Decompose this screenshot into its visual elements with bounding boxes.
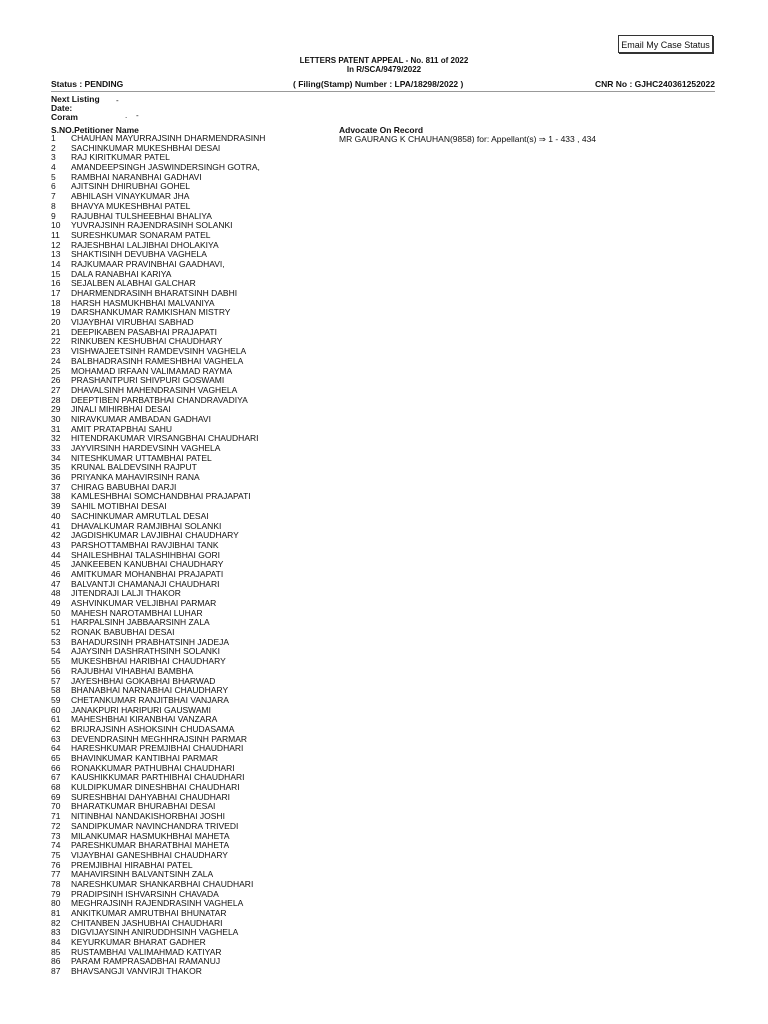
status-row (51, 79, 715, 91)
serial-number: 45 (51, 559, 61, 570)
serial-number: 5 (51, 171, 56, 182)
petitioner-name: AJAYSINH DASHRATHSINH SOLANKI (71, 646, 220, 657)
petitioner-name: MEGHRAJSINH RAJENDRASINH VAGHELA (71, 898, 244, 909)
serial-number: 53 (51, 636, 61, 647)
coram-value: - (136, 111, 139, 120)
petitioner-name: CHITANBEN JASHUBHAI CHAUDHARI (71, 917, 223, 928)
serial-number: 14 (51, 258, 61, 269)
petitioner-column-header: S.NO.Petitioner Name (51, 125, 139, 135)
serial-number: 68 (51, 782, 61, 793)
serial-number: 78 (51, 878, 61, 889)
petitioner-name: SANDIPKUMAR NAVINCHANDRA TRIVEDI (71, 820, 239, 831)
petitioner-name: DHARMENDRASINH BHARATSINH DABHI (71, 288, 238, 298)
petitioner-name: MOHAMAD IRFAAN VALIMAMAD RAYMA (71, 365, 233, 376)
petitioner-name: AMIT PRATAPBHAI SAHU (71, 423, 173, 434)
serial-number: 44 (51, 549, 61, 560)
petitioner-name: AMITKUMAR MOHANBHAI PRAJAPATI (71, 568, 224, 579)
petitioner-name: RAJUBHAI TULSHEEBHAI BHALIYA (71, 210, 212, 221)
divider (51, 91, 715, 92)
petitioner-name: MAHESHBHAI KIRANBHAI VANZARA (71, 714, 218, 725)
petitioner-name: ABHILASH VINAYKUMAR JHA (71, 191, 190, 202)
petitioner-name: PREMJIBHAI HIRABHAI PATEL (71, 859, 193, 870)
serial-number: 82 (51, 917, 61, 928)
petitioner-name: JITENDRAJI LALJI THAKOR (71, 588, 181, 599)
petitioner-name: DIGVIJAYSINH ANIRUDDHSINH VAGHELA (71, 927, 239, 938)
serial-number: 65 (51, 753, 61, 763)
serial-number: 6 (51, 181, 56, 192)
petitioner-name: KAMLESHBHAI SOMCHANDBHAI PRAJAPATI (71, 491, 251, 502)
petitioner-name: RAJKUMAAR PRAVINBHAI GAADHAVI, (71, 258, 225, 269)
petitioner-name: DEEPTIBEN PARBATBHAI CHANDRAVADIYA (71, 394, 248, 405)
serial-number: 47 (51, 578, 61, 589)
petitioner-name: AMANDEEPSINGH JASWINDERSINGH GOTRA, (71, 162, 260, 173)
petitioner-name: VISHWAJEETSINH RAMDEVSINH VAGHELA (71, 346, 247, 357)
serial-number: 40 (51, 510, 61, 521)
serial-number: 31 (51, 423, 61, 434)
serial-number: 75 (51, 849, 61, 860)
serial-number: 9 (51, 210, 56, 221)
petitioner-name: SHAILESHBHAI TALASHIHBHAI GORI (71, 549, 220, 560)
petitioner-name: NARESHKUMAR SHANKARBHAI CHAUDHARI (71, 878, 254, 889)
serial-number: 21 (51, 326, 61, 337)
petitioner-name: RONAK BABUBHAI DESAI (71, 627, 175, 638)
serial-number: 24 (51, 355, 61, 366)
petitioner-name: NITINBHAI NANDAKISHORBHAI JOSHI (71, 811, 225, 822)
petitioner-name: CHAUHAN MAYURRAJSINH DHARMENDRASINH (71, 133, 266, 143)
petitioner-name: DALA RANABHAI KARIYA (71, 268, 172, 279)
serial-number: 37 (51, 481, 61, 492)
petitioner-name: NIRAVKUMAR AMBADAN GADHAVI (71, 413, 211, 424)
serial-number: 11 (51, 229, 60, 240)
petitioner-name: BHANABHAI NARNABHAI CHAUDHARY (71, 685, 229, 696)
serial-number: 73 (51, 830, 61, 841)
petitioner-name: RUSTAMBHAI VALIMAHMAD KATIYAR (71, 946, 222, 957)
petitioner-name: JANAKPURI HARIPURI GAUSWAMI (71, 704, 211, 715)
petitioner-name: JAYVIRSINH HARDEVSINH VAGHELA (71, 443, 221, 453)
serial-number: 64 (51, 743, 61, 754)
filing-number: ( Filing(Stamp) Number : LPA/18298/2022 ) (293, 79, 464, 89)
petitioner-name: MAHESH NAROTAMBHAI LUHAR (71, 607, 203, 618)
serial-number: 41 (51, 520, 61, 531)
serial-number: 61 (51, 714, 61, 725)
petitioner-name: PRASHANTPURI SHIVPURI GOSWAMI (71, 375, 225, 386)
advocate-column-header: Advocate On Record (339, 125, 424, 135)
next-listing-label: Next Listing (51, 94, 100, 104)
petitioner-name: RONAKKUMAR PATHUBHAI CHAUDHARI (71, 762, 235, 773)
petitioner-name: CHIRAG BABUBHAI DARJI (71, 481, 177, 492)
serial-number: 74 (51, 840, 61, 851)
petitioner-name: RAJUBHAI VIHABHAI BAMBHA (71, 665, 194, 676)
serial-number: 10 (51, 220, 61, 231)
email-case-status-button[interactable]: Email My Case Status (618, 35, 713, 53)
serial-number: 1 (51, 133, 56, 143)
serial-number: 33 (51, 443, 61, 453)
petitioner-name: SACHINKUMAR MUKESHBHAI DESAI (71, 142, 221, 153)
serial-number: 76 (51, 859, 61, 870)
petitioner-name: DHAVALSINH MAHENDRASINH VAGHELA (71, 384, 238, 395)
petitioner-name: DEVENDRASINH MEGHHRAJSINH PARMAR (71, 733, 248, 744)
petitioner-name: KEYURKUMAR BHARAT GADHER (71, 937, 206, 948)
serial-number: 8 (51, 200, 56, 211)
serial-number: 71 (51, 811, 61, 822)
petitioner-name: KRUNAL BALDEVSINH RAJPUT (71, 462, 197, 473)
petitioner-name: HITENDRAKUMAR VIRSANGBHAI CHAUDHARI (71, 433, 259, 444)
petitioner-name: RAJ KIRITKUMAR PATEL (71, 152, 170, 163)
serial-number: 55 (51, 656, 61, 667)
petitioner-name: BAHADURSINH PRABHATSINH JADEJA (71, 636, 230, 647)
petitioner-name: YUVRAJSINH RAJENDRASINH SOLANKI (71, 220, 233, 231)
serial-number: 67 (51, 772, 61, 783)
petitioner-name: RINKUBEN KESHUBHAI CHAUDHARY (71, 336, 223, 347)
petitioner-name: JAYESHBHAI GOKABHAI BHARWAD (71, 675, 216, 686)
serial-number: 38 (51, 491, 61, 502)
petitioner-name: JINALI MIHIRBHAI DESAI (71, 404, 171, 415)
serial-number: 81 (51, 908, 61, 918)
petitioner-list (51, 134, 351, 977)
serial-number: 46 (51, 568, 61, 579)
serial-number: 25 (51, 365, 61, 376)
petitioner-name: SURESHBHAI DAHYABHAI CHAUDHARI (71, 791, 231, 802)
petitioner-name: ANKITKUMAR AMRUTBHAI BHUNATAR (71, 908, 227, 918)
petitioner-name: PARAM RAMPRASADBHAI RAMANUJ (71, 956, 221, 967)
serial-number: 7 (51, 191, 56, 202)
serial-number: 62 (51, 723, 61, 734)
status-text: Status : PENDING (51, 79, 124, 89)
serial-number: 51 (51, 617, 61, 628)
serial-number: 56 (51, 665, 61, 676)
serial-number: 13 (51, 249, 61, 260)
advocate-entry: MR GAURANG K CHAUHAN(9858) for: Appellant(s) ⇒ 1 - 433 , 434 (339, 134, 597, 144)
serial-number: 66 (51, 762, 61, 773)
serial-number: 79 (51, 888, 61, 899)
serial-number: 4 (51, 162, 56, 173)
serial-number: 30 (51, 413, 61, 424)
petitioner-name: PARSHOTTAMBHAI RAVJIBHAI TANK (71, 539, 219, 550)
serial-number: 26 (51, 375, 61, 386)
serial-number: 70 (51, 801, 61, 812)
petitioner-name: BHAVINKUMAR KANTIBHAI PARMAR (71, 753, 219, 763)
petitioner-name: RAMBHAI NARANBHAI GADHAVI (71, 171, 202, 182)
serial-number: 54 (51, 646, 61, 657)
petitioner-name: JANKEEBEN KANUBHAI CHAUDHARY (71, 559, 224, 570)
serial-number: 48 (51, 588, 61, 599)
petitioner-name: MILANKUMAR HASMUKHBHAI MAHETA (71, 830, 230, 841)
serial-number: 19 (51, 307, 61, 318)
serial-number: 35 (51, 462, 61, 473)
serial-number: 20 (51, 317, 61, 328)
petitioner-name: HARSH HASMUKHBHAI MALVANIYA (71, 297, 215, 308)
petitioner-name: ASHVINKUMAR VELJIBHAI PARMAR (71, 598, 217, 608)
petitioner-name: PARESHKUMAR BHARATBHAI MAHETA (71, 840, 230, 851)
serial-number: 86 (51, 956, 61, 967)
petitioner-name: HARPALSINH JABBAARSINH ZALA (71, 617, 210, 628)
petitioner-name: MAHAVIRSINH BALVANTSINH ZALA (71, 869, 214, 880)
serial-number: 34 (51, 452, 61, 463)
petitioner-name: DARSHANKUMAR RAMKISHAN MISTRY (71, 307, 231, 318)
petitioner-name: PRADIPSINH ISHVARSINH CHAVADA (71, 888, 219, 899)
petitioner-name: BALVANTJI CHAMANAJI CHAUDHARI (71, 578, 220, 589)
petitioner-name: CHETANKUMAR RANJITBHAI VANJARA (71, 694, 229, 705)
serial-number: 22 (51, 336, 61, 347)
serial-number: 49 (51, 598, 61, 608)
case-title: LETTERS PATENT APPEAL - No. 811 of 2022 (299, 56, 469, 65)
serial-number: 52 (51, 627, 61, 638)
serial-number: 87 (51, 966, 61, 977)
serial-number: 84 (51, 937, 61, 948)
next-listing-date-label: Date: (51, 103, 73, 113)
petitioner-name: KULDIPKUMAR DINESHBHAI CHAUDHARI (71, 782, 240, 793)
serial-number: 63 (51, 733, 61, 744)
serial-number: 58 (51, 685, 61, 696)
serial-number: 17 (51, 288, 61, 298)
serial-number: 69 (51, 791, 61, 802)
serial-number: 16 (51, 278, 61, 289)
petitioner-name: RAJESHBHAI LALJIBHAI DHOLAKIYA (71, 239, 219, 250)
serial-number: 28 (51, 394, 61, 405)
serial-number: 80 (51, 898, 61, 909)
serial-number: 3 (51, 152, 56, 163)
coram-dot: . (125, 111, 128, 120)
serial-number: 27 (51, 384, 61, 395)
list-item (51, 967, 351, 977)
serial-number: 42 (51, 530, 61, 541)
serial-number: 72 (51, 820, 61, 831)
petitioner-name: BALBHADRASINH RAMESHBHAI VAGHELA (71, 355, 244, 366)
petitioner-name: VIJAYBHAI GANESHBHAI CHAUDHARY (71, 849, 228, 860)
cnr-number: CNR No : GJHC240361252022 (594, 79, 715, 89)
petitioner-name: MUKESHBHAI HARIBHAI CHAUDHARY (71, 656, 226, 667)
petitioner-name: BRIJRAJSINH ASHOKSINH CHUDASAMA (71, 723, 235, 734)
serial-number: 50 (51, 607, 61, 618)
serial-number: 12 (51, 239, 61, 250)
serial-number: 2 (51, 142, 56, 153)
petitioner-name: AJITSINH DHIRUBHAI GOHEL (71, 181, 191, 192)
coram-label: Coram (51, 112, 78, 122)
petitioner-name: BHARATKUMAR BHURABHAI DESAI (71, 801, 216, 812)
petitioner-name: BHAVSANGJI VANVIRJI THAKOR (71, 966, 202, 977)
petitioner-name: SURESHKUMAR SONARAM PATEL (71, 229, 211, 240)
serial-number: 59 (51, 694, 61, 705)
serial-number: 18 (51, 297, 61, 308)
serial-number: 23 (51, 346, 61, 357)
serial-number: 77 (51, 869, 61, 880)
serial-number: 15 (51, 268, 61, 279)
serial-number: 85 (51, 946, 61, 957)
petitioner-name: HARESHKUMAR PREMJIBHAI CHAUDHARI (71, 743, 244, 754)
serial-number: 60 (51, 704, 61, 715)
petitioner-name: BHAVYA MUKESHBHAI PATEL (71, 200, 191, 211)
serial-number: 32 (51, 433, 61, 444)
petitioner-name: SACHINKUMAR AMRUTLAL DESAI (71, 510, 209, 521)
serial-number: 36 (51, 472, 61, 483)
petitioner-name: KAUSHIKKUMAR PARTHIBHAI CHAUDHARI (71, 772, 245, 783)
serial-number: 57 (51, 675, 61, 686)
serial-number: 29 (51, 404, 61, 415)
serial-number: 43 (51, 539, 61, 550)
petitioner-name: NITESHKUMAR UTTAMBHAI PATEL (71, 452, 212, 463)
serial-number: 39 (51, 501, 61, 512)
next-listing-value: - (116, 96, 119, 105)
petitioner-name: JAGDISHKUMAR LAVJIBHAI CHAUDHARY (71, 530, 239, 541)
case-subtitle: In R/SCA/9479/2022 (346, 65, 422, 74)
petitioner-name: VIJAYBHAI VIRUBHAI SABHAD (71, 317, 194, 328)
petitioner-name: SAHIL MOTIBHAI DESAI (71, 501, 167, 512)
petitioner-name: PRIYANKA MAHAVIRSINH RANA (71, 472, 200, 483)
petitioner-name: SHAKTISINH DEVUBHA VAGHELA (71, 249, 207, 260)
serial-number: 83 (51, 927, 61, 938)
petitioner-name: DEEPIKABEN PASABHAI PRAJAPATI (71, 326, 217, 337)
petitioner-name: SEJALBEN ALABHAI GALCHAR (71, 278, 196, 289)
petitioner-name: DHAVALKUMAR RAMJIBHAI SOLANKI (71, 520, 222, 531)
